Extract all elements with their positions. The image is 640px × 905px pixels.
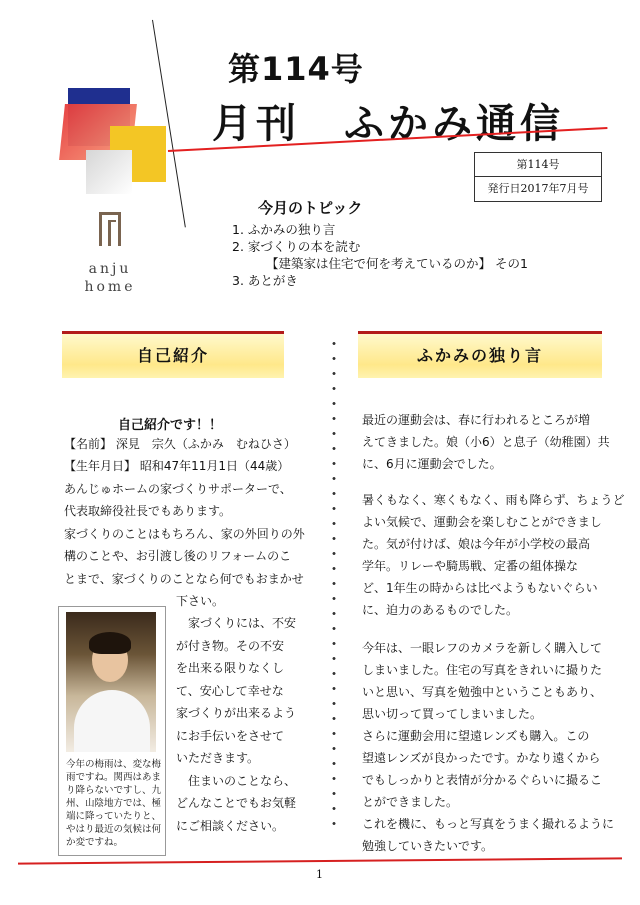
monologue-line: 望遠レンズが良かったです。かなり遠くから — [362, 751, 601, 765]
monologue-line: 今年は、一眼レフのカメラを新しく購入して — [362, 641, 603, 655]
topic-item: 【建築家は住宅で何を考えているのか】 その1 — [266, 256, 528, 271]
intro-side-line: どんなことでもお気軽 — [176, 796, 297, 810]
monologue-line: ど、1年生の時からは比べようもないぐらい — [362, 581, 598, 595]
intro-line: 下さい。 — [176, 594, 225, 608]
info-issue: 第114号 — [516, 158, 560, 171]
topics-heading: 今月のトピック — [258, 199, 363, 217]
photo-caption: 今年の梅雨は、変な梅雨ですね。関西はあまり降らないですし、九州、山陰地方では、極端に降っていたりと、やはり最近の気候は何か変ですね。 — [66, 759, 162, 848]
monologue-line: さらに運動会用に望遠レンズも購入。この — [362, 729, 590, 743]
monologue-line: とができました。 — [362, 795, 459, 809]
monologue-line: 暑くもなく、寒くもなく、雨も降らず、ちょうど — [362, 493, 625, 507]
logo-text-line2: home — [84, 279, 136, 295]
monologue-line: いと思い、写真を勉強中ということもあり、 — [362, 685, 603, 699]
company-logo — [80, 212, 140, 296]
intro-line: 【生年月日】 昭和47年11月1日（44歳） — [64, 459, 290, 473]
section-header-monologue: ふかみの独り言 — [358, 331, 602, 378]
intro-line: あんじゅホームの家づくりサポーターで、 — [64, 482, 292, 496]
monologue-line: 思い切って買ってしまいました。 — [362, 707, 543, 721]
intro-line: 構のことや、お引渡し後のリフォームのこ — [64, 549, 292, 563]
topic-item: 2. 家づくりの本を読む — [232, 239, 361, 254]
monologue-line: えてきました。娘（小6）と息子（幼稚園）共 — [362, 435, 610, 449]
intro-line: 家づくりのことはもちろん、家の外回りの外 — [64, 527, 305, 541]
issue-info-box — [474, 152, 602, 202]
column-divider — [332, 336, 336, 836]
monologue-line: に、6月に運動会でした。 — [362, 457, 502, 471]
intro-title: 自己紹介です！！ — [118, 418, 223, 433]
monologue-line: 学年。リレーや騎馬戦、定番の組体操な — [362, 559, 579, 573]
newsletter-title: 月刊 ふかみ通信 — [212, 101, 564, 147]
monologue-line: これを機に、もっと写真をうまく撮れるように — [362, 817, 615, 831]
intro-side-line: にご相談ください。 — [176, 819, 285, 833]
logo-text-line1: anju — [88, 261, 132, 277]
logo-mark-icon — [99, 212, 121, 246]
topic-item: 1. ふかみの独り言 — [232, 222, 336, 237]
intro-line: 代表取締役社長でもあります。 — [64, 504, 232, 518]
intro-side-line: 家づくりが出来るよう — [176, 706, 297, 720]
page-number: 1 — [316, 868, 323, 881]
intro-side-line: て、安心して幸せな — [176, 684, 284, 698]
section-header-self-intro: 自己紹介 — [62, 331, 284, 378]
intro-side-line: いただきます。 — [176, 751, 260, 765]
monologue-line: に、迫力のあるものでした。 — [362, 603, 519, 617]
intro-side-line: 家づくりには、不安 — [188, 616, 297, 630]
monologue-line: た。気が付けば、娘は今年が小学校の最高 — [362, 537, 591, 551]
intro-line: とまで、家づくりのことなら何でもおまかせ — [64, 572, 304, 586]
portrait-photo — [66, 612, 156, 752]
intro-side-line: を出来る限りなくし — [176, 661, 285, 675]
monologue-line: でもしっかりと表情が分かるぐらいに撮るこ — [362, 773, 603, 787]
intro-line: 【名前】 深見 宗久（ふかみ むねひさ） — [64, 437, 296, 451]
monologue-line: よい気候で、運動会を楽しむことができまし — [362, 515, 602, 529]
intro-side-line: 住まいのことなら、 — [188, 774, 297, 788]
header-graphic-slash-line — [152, 20, 186, 228]
header-graphic-gray-square — [86, 150, 132, 194]
intro-side-line: が付き物。その不安 — [176, 639, 285, 653]
footer-rule — [18, 857, 622, 864]
monologue-line: 最近の運動会は、春に行われるところが増 — [362, 413, 591, 427]
info-issue-date: 発行日2017年7月号 — [475, 176, 601, 200]
intro-side-line: にお手伝いをさせて — [176, 729, 285, 743]
monologue-line: 勉強していきたいです。 — [362, 839, 494, 853]
monologue-line: しまいました。住宅の写真をきれいに撮りた — [362, 663, 603, 677]
issue-number: 第114号 — [228, 50, 364, 88]
topic-item: 3. あとがき — [232, 273, 298, 288]
